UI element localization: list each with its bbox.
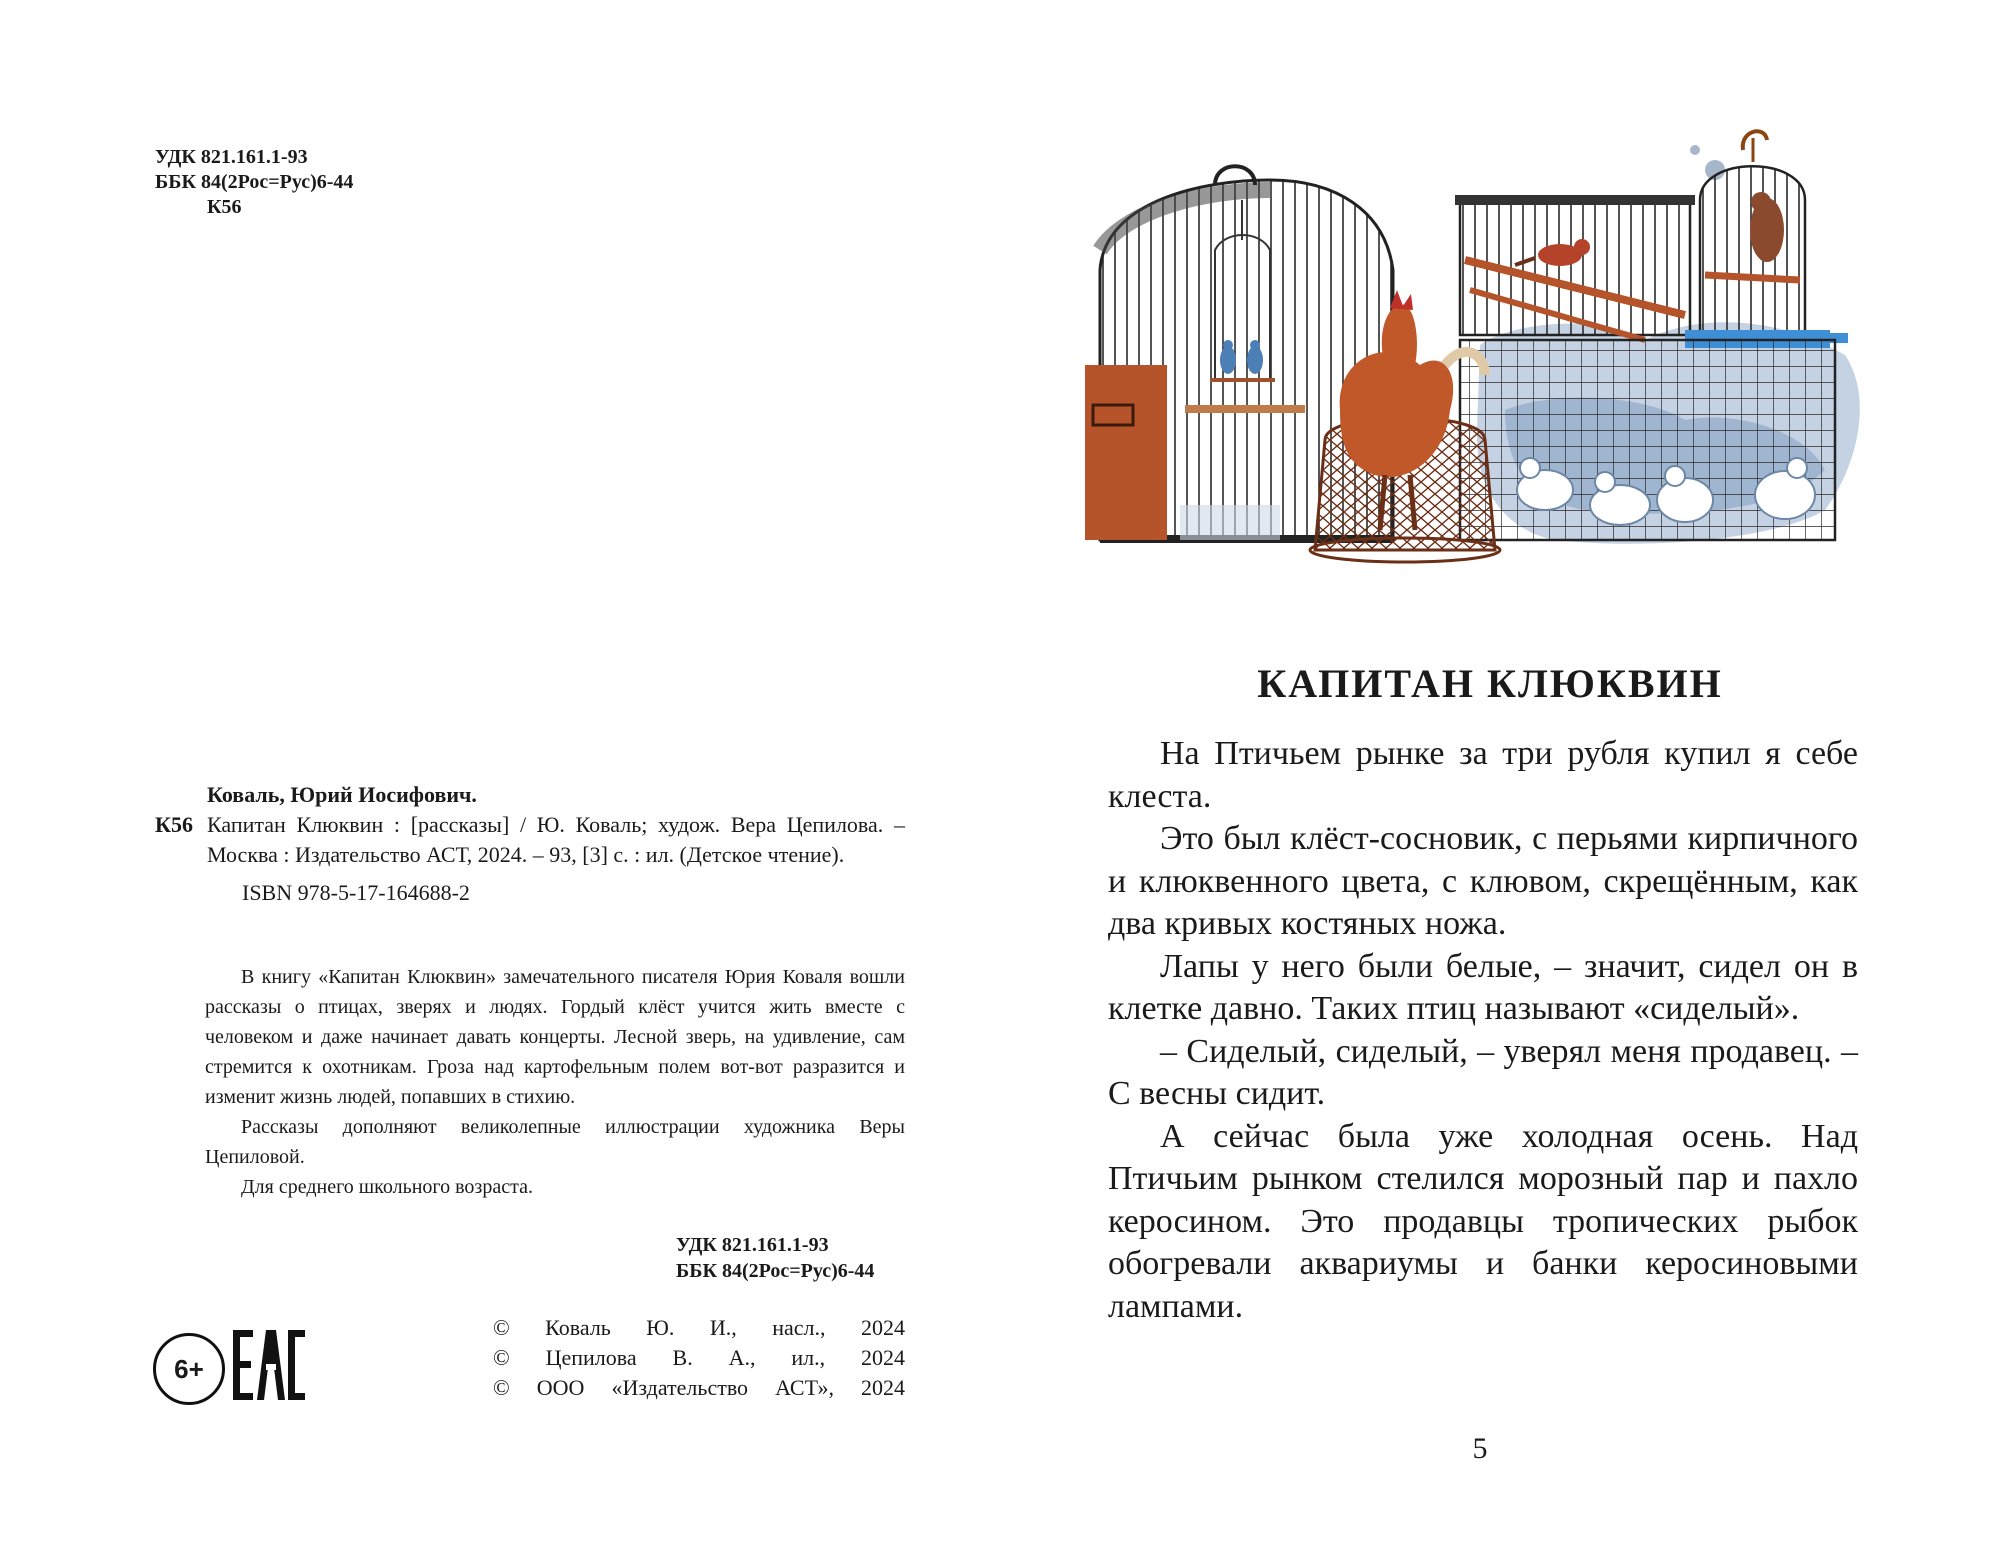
- annotation: [205, 962, 905, 1202]
- story-paragraph: Это был клёст-сосновик, с перьями кирпичного и клюквенного цвета, с клювом, скрещённым, как два кривых костяных ножа.: [1108, 820, 1858, 942]
- bird-cages-illustration: [1085, 110, 1875, 580]
- catalog-author: Коваль, Юрий Иосифович.: [207, 782, 477, 807]
- eac-mark-icon: [233, 1328, 305, 1402]
- isbn: ISBN 978-5-17-164688-2: [242, 880, 470, 905]
- udk-code-bottom: УДК 821.161.1-93: [676, 1234, 829, 1256]
- catalog-entry-text: Капитан Клюквин : [рассказы] / Ю. Коваль; худож. Вера Цепилова. – Москва : Издательство АСТ, 2024. – 93, [3] с. : ил. (Детское чтение).: [207, 812, 905, 867]
- catalog-code: К56: [155, 812, 193, 837]
- catalog-entry: [155, 810, 905, 870]
- bbk-code-bottom: ББК 84(2Рос=Рус)6-44: [676, 1260, 875, 1282]
- story-paragraph: – Сиделый, сиделый, – уверял меня продавец. – С весны сидит.: [1108, 1032, 1858, 1112]
- author-mark: К56: [207, 196, 242, 218]
- copyright-line: © Коваль Ю. И., насл., 2024: [493, 1315, 905, 1340]
- copyright-line: © Цепилова В. А., ил., 2024: [493, 1345, 905, 1370]
- annotation-paragraph: Рассказы дополняют великолепные иллюстрации художника Веры Цепиловой.: [205, 1116, 905, 1168]
- story-paragraph: На Птичьем рынке за три рубля купил я себе клеста.: [1108, 735, 1858, 815]
- copyright-line: © ООО «Издательство АСТ», 2024: [493, 1375, 905, 1400]
- catalog-record: [155, 780, 905, 908]
- age-rating-badge: [153, 1333, 225, 1405]
- annotation-paragraph: В книгу «Капитан Клюквин» замечательного писателя Юрия Коваля вошли рассказы о птицах, зверях и людях. Гордый клёст учится жить вместе с человеком и даже начинает давать концерты. Лесной зверь, на удивление, сам стремится к охотникам. Гроза над картофельным полем вот-вот разразится и изменит жизнь людей, попавших в стихию.: [205, 966, 905, 1108]
- udk-code: УДК 821.161.1-93: [155, 146, 308, 168]
- page-number: 5: [1472, 1432, 1488, 1465]
- bbk-code: ББК 84(2Рос=Рус)6-44: [155, 171, 354, 193]
- age-note: Для среднего школьного возраста.: [241, 1176, 533, 1198]
- chapter-title: КАПИТАН КЛЮКВИН: [1257, 661, 1723, 706]
- age-rating-text: 6+: [174, 1353, 204, 1384]
- story-paragraph: Лапы у него были белые, – значит, сидел он в клетке давно. Таких птиц называют «сиделый».: [1108, 947, 1858, 1027]
- story-text: [1108, 733, 1858, 1328]
- classification-block-top: [155, 145, 353, 220]
- copyright-block: [493, 1313, 905, 1403]
- story-paragraph: А сейчас была уже холодная осень. Над Птичьим рынком стелился морозный пар и пахло керосином. Это продавцы тропических рыбок обогревали аквариумы и банки керосиновыми лампами.: [1108, 1117, 1858, 1325]
- classification-block-bottom: [676, 1232, 874, 1284]
